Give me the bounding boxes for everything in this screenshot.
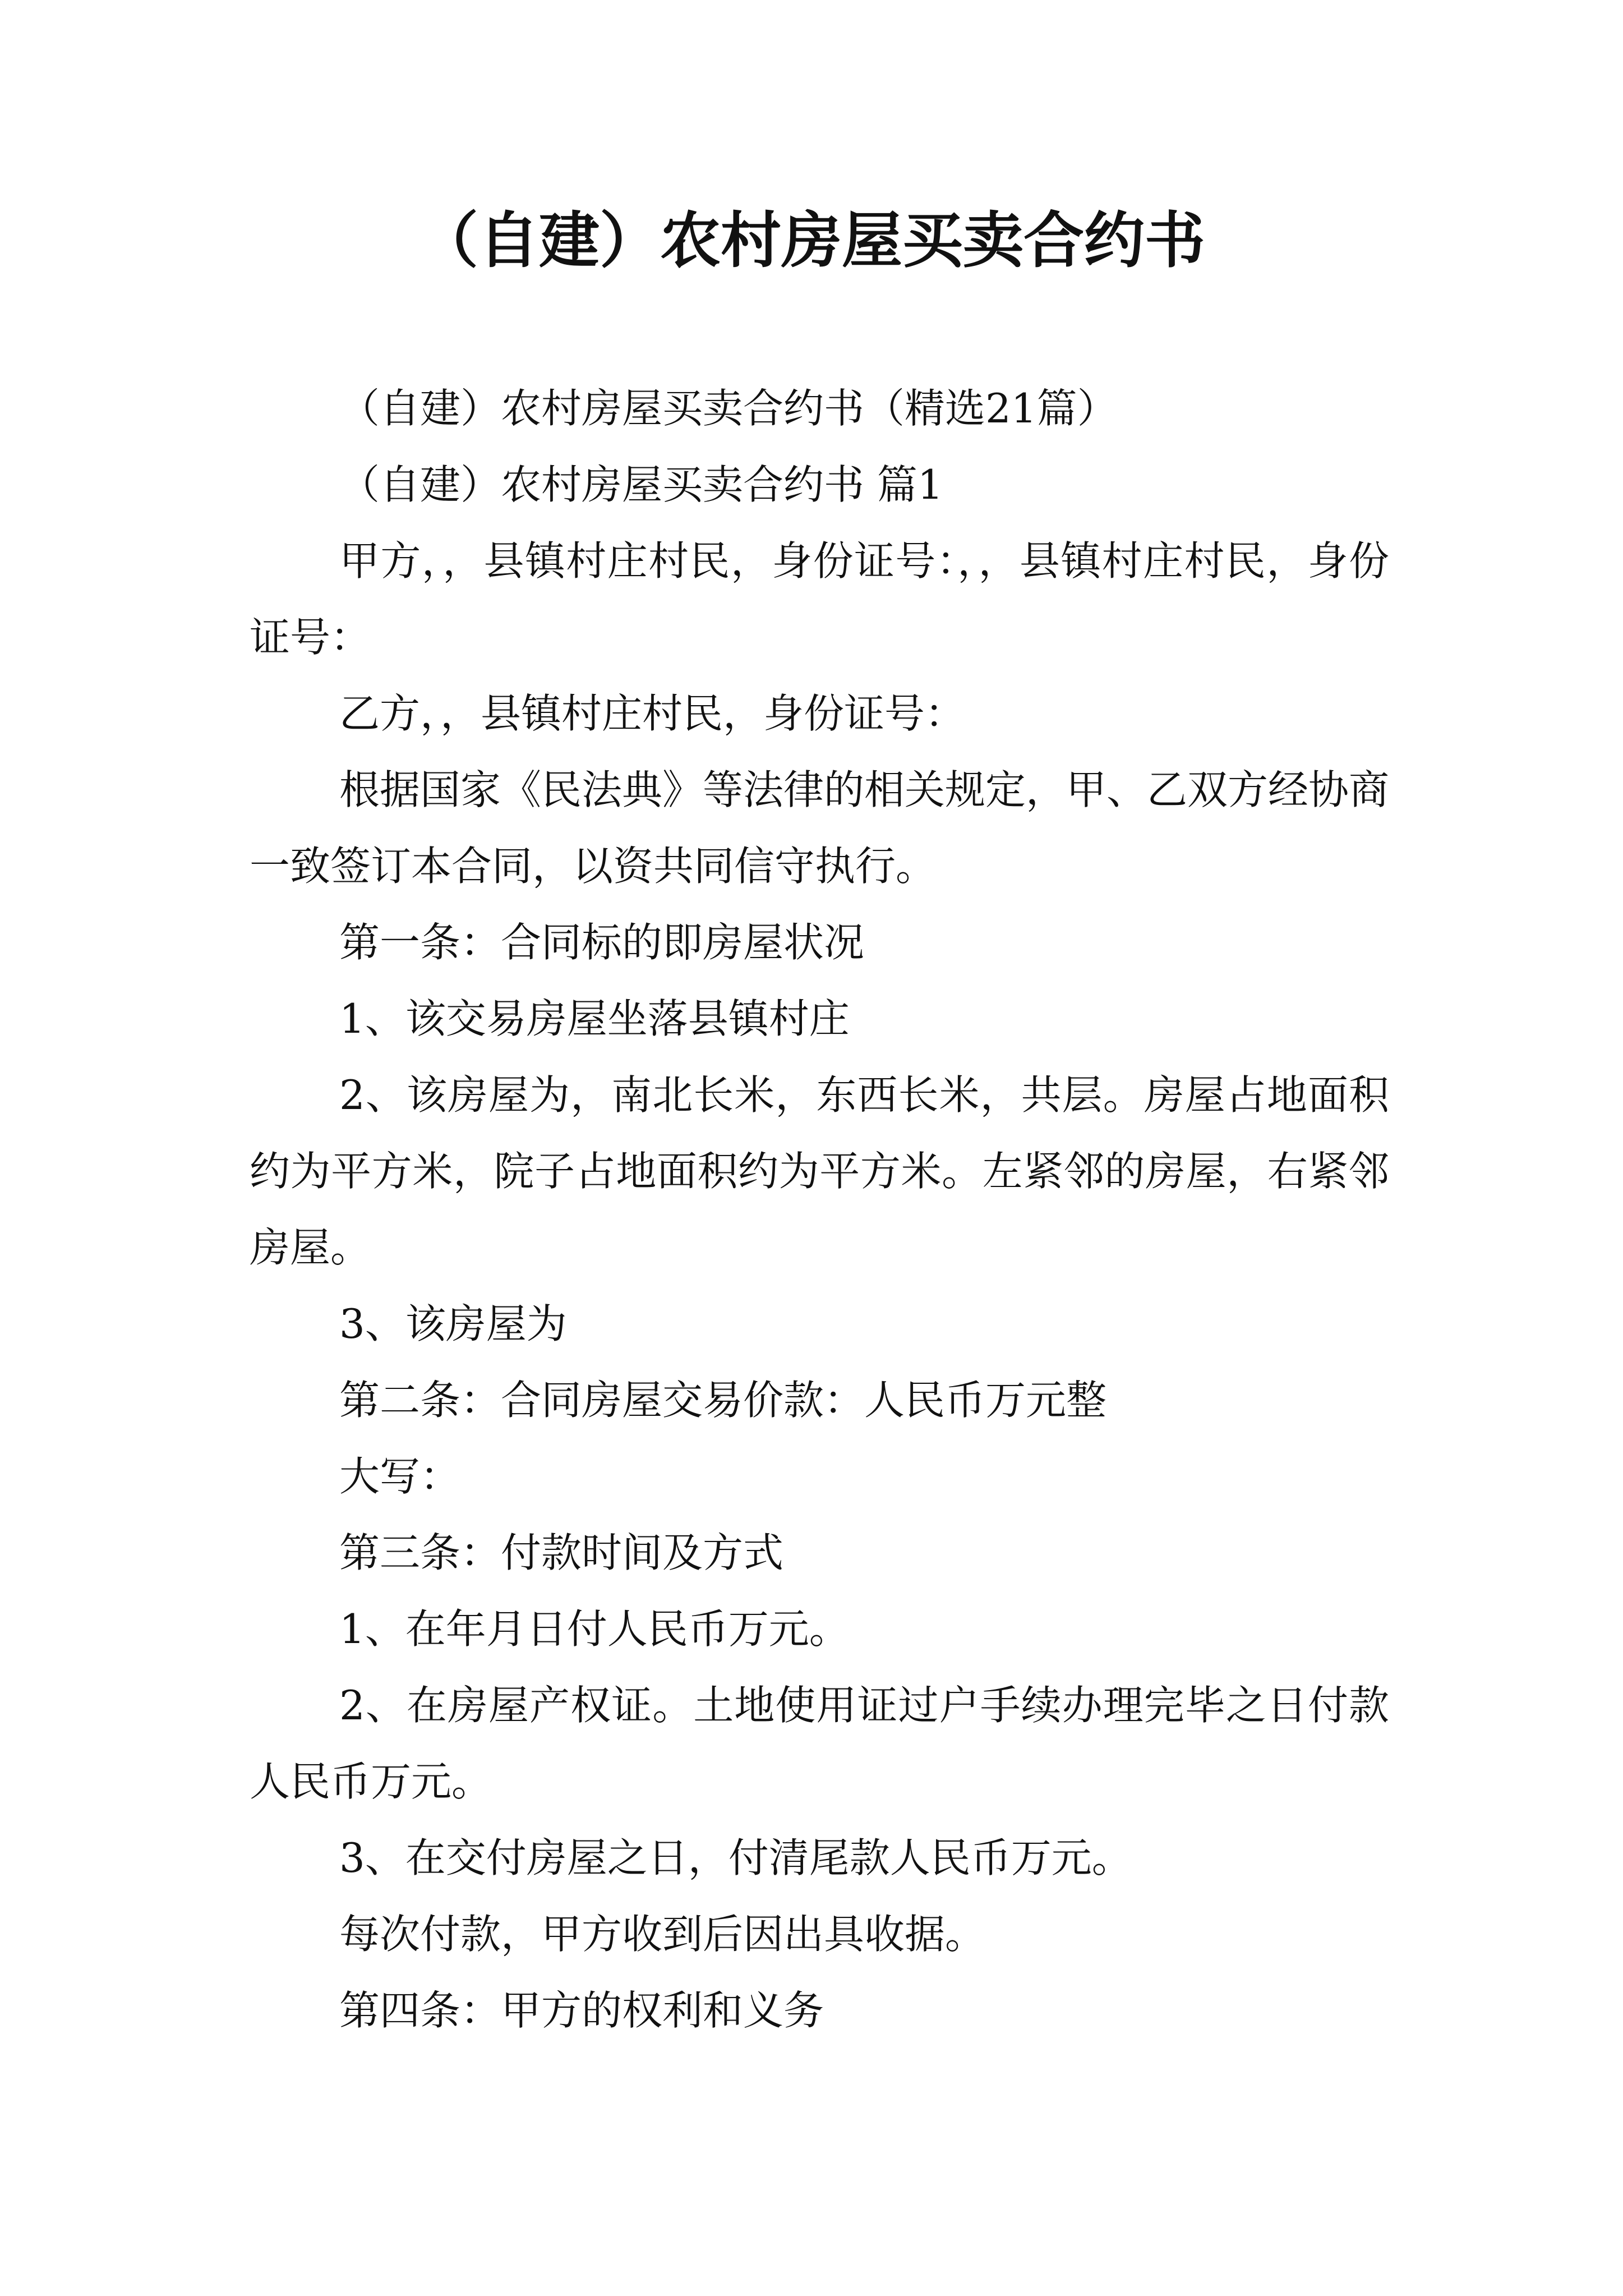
paragraph-article-3-item-2: 2、在房屋产权证。土地使用证过户手续办理完毕之日付款人民币万元。: [250, 1682, 1389, 1805]
paragraph-article-3: 第三条：付款时间及方式: [339, 1529, 784, 1576]
document-title: （自建）农村房屋买卖合约书: [417, 206, 1205, 276]
paragraph-subtitle: （自建）农村房屋买卖合约书（精选21篇）: [339, 385, 1118, 432]
paragraph-article-1: 第一条：合同标的即房屋状况: [339, 919, 865, 966]
paragraph-capital-amount: 大写：: [339, 1453, 461, 1500]
paragraph-receipt-note: 每次付款，甲方收到后因出具收据。: [339, 1911, 986, 1958]
paragraph-article-1-item-3: 3、该房屋为: [339, 1300, 567, 1347]
paragraph-article-4: 第四条：甲方的权利和义务: [339, 1987, 824, 2034]
paragraph-section-heading: （自建）农村房屋买卖合约书 篇1: [339, 461, 943, 508]
paragraph-article-1-item-2: 2、该房屋为，南北长米，东西长米，共层。房屋占地面积约为平方米，院子占地面积约为平方米。左紧邻的房屋，右紧邻房屋。: [250, 1071, 1389, 1271]
paragraph-party-a: 甲方，，县镇村庄村民，身份证号：，，县镇村庄村民，身份证号：: [250, 537, 1389, 661]
paragraph-article-3-item-3: 3、在交付房屋之日，付清尾款人民币万元。: [339, 1834, 1132, 1881]
document-body: [250, 370, 1389, 2049]
paragraph-article-3-item-1: 1、在年月日付人民币万元。: [339, 1605, 850, 1653]
paragraph-article-1-item-1: 1、该交易房屋坐落县镇村庄: [339, 995, 850, 1042]
paragraph-article-2: 第二条：合同房屋交易价款：人民币万元整: [339, 1377, 1107, 1424]
paragraph-preamble: 根据国家《民法典》等法律的相关规定，甲、乙双方经协商一致签订本合同，以资共同信守执行。: [250, 766, 1390, 890]
paragraph-party-b: 乙方，，县镇村庄村民，身份证号：: [339, 690, 966, 737]
